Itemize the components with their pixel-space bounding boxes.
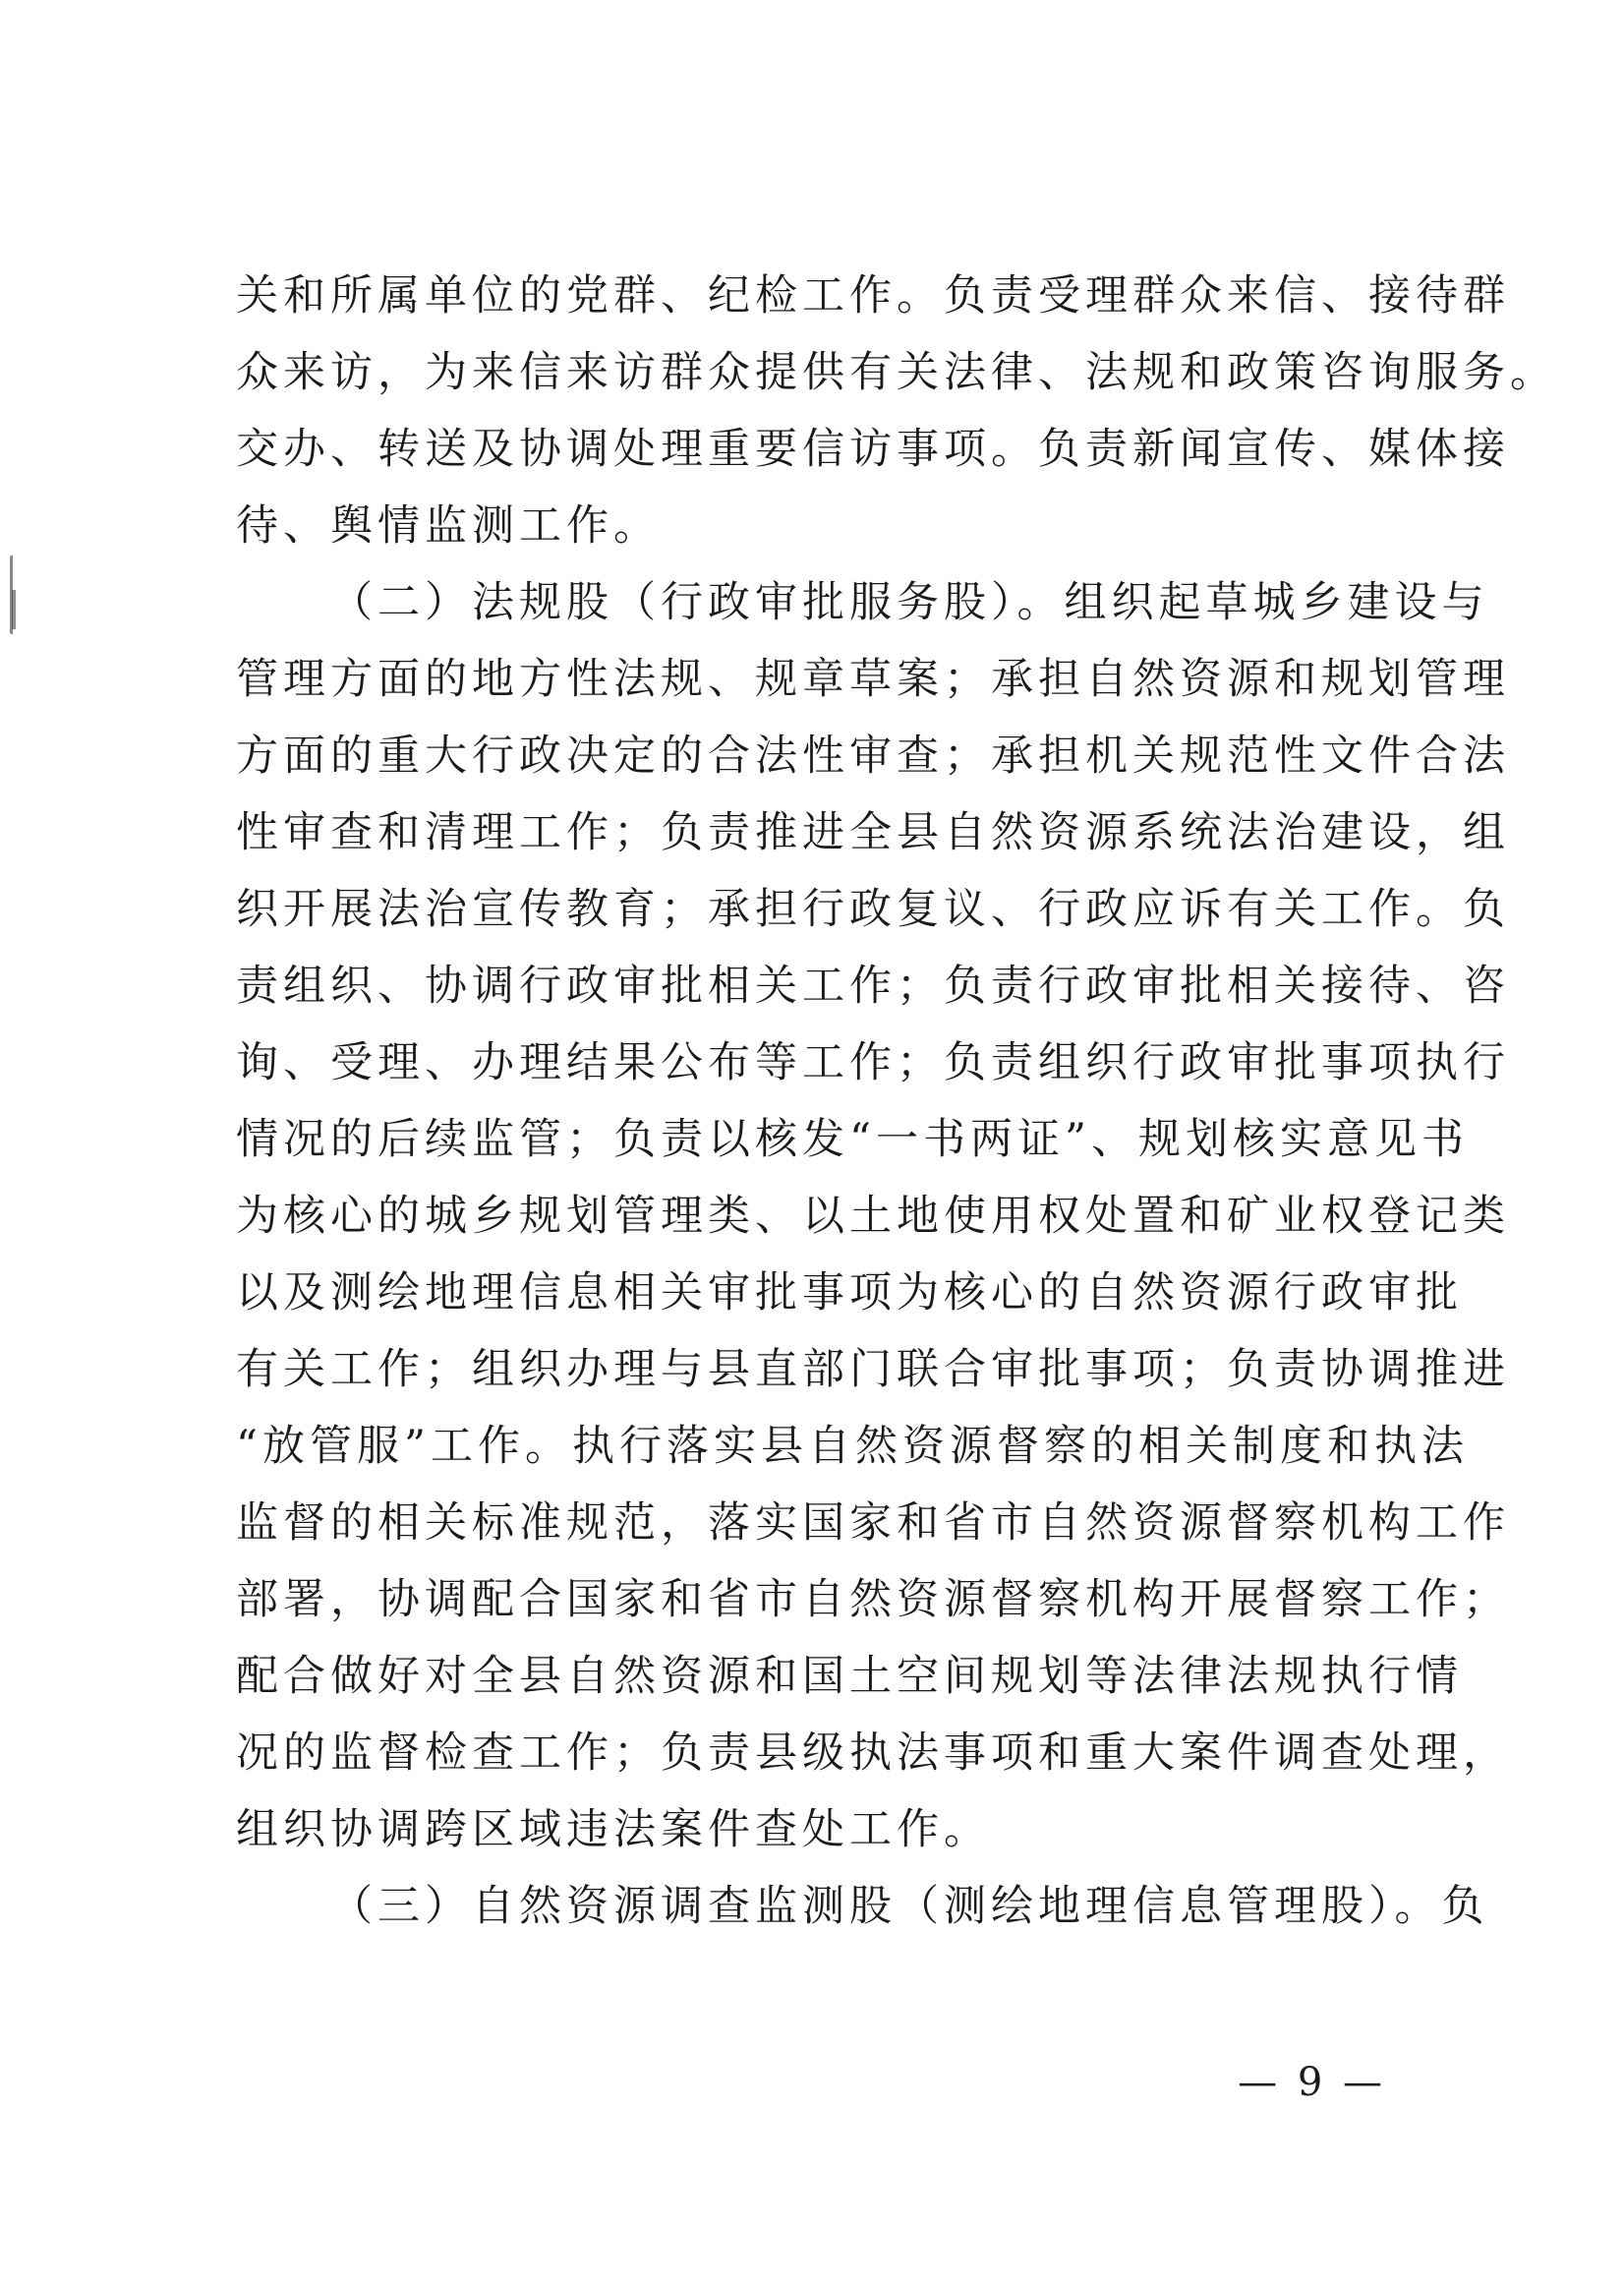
- paragraph-2-line-10: 以及测绘地理信息相关审批事项为核心的自然资源行政审批: [236, 1268, 1463, 1318]
- binding-mark-inner: [12, 590, 16, 629]
- document-body: [236, 258, 1557, 1945]
- paragraph-1-line-1: 关和所属单位的党群、纪检工作。负责受理群众来信、接待群: [236, 271, 1510, 321]
- paragraph-2-line-11: 有关工作；组织办理与县直部门联合审批事项；负责协调推进: [236, 1345, 1510, 1394]
- paragraph-2-line-2: 管理方面的地方性法规、规章草案；承担自然资源和规划管理: [236, 655, 1510, 704]
- paragraph-2-line-3: 方面的重大行政决定的合法性审查；承担机关规范性文件合法: [236, 732, 1510, 781]
- paragraph-1-line-2: 众来访，为来信来访群众提供有关法律、法规和政策咨询服务。: [236, 348, 1557, 397]
- paragraph-2-line-7: 询、受理、办理结果公布等工作；负责组织行政审批事项执行: [236, 1038, 1510, 1087]
- paragraph-3-line-1: （三）自然资源调查监测股（测绘地理信息管理股）。负: [330, 1882, 1489, 1931]
- paragraph-2-line-14: 部署，协调配合国家和省市自然资源督察机构开展督察工作；: [236, 1575, 1510, 1624]
- paragraph-2-line-6: 责组织、协调行政审批相关工作；负责行政审批相关接待、咨: [236, 962, 1510, 1011]
- page-number: — 9 —: [1238, 2060, 1386, 2105]
- paragraph-1-line-4: 待、舆情监测工作。: [236, 501, 661, 551]
- paragraph-2-line-15: 配合做好对全县自然资源和国土空间规划等法律法规执行情: [236, 1652, 1463, 1701]
- paragraph-1-line-3: 交办、转送及协调处理重要信访事项。负责新闻宣传、媒体接: [236, 425, 1510, 474]
- paragraph-2-line-4: 性审查和清理工作；负责推进全县自然资源系统法治建设，组: [236, 808, 1510, 857]
- paragraph-2-line-13: 监督的相关标准规范，落实国家和省市自然资源督察机构工作: [236, 1498, 1510, 1548]
- paragraph-2-line-16: 况的监督检查工作；负责县级执法事项和重大案件调查处理，: [236, 1728, 1510, 1778]
- paragraph-2-line-8: 情况的后续监管；负责以核发“一书两证”、规划核实意见书: [236, 1115, 1469, 1164]
- paragraph-2-line-9: 为核心的城乡规划管理类、以土地使用权处置和矿业权登记类: [236, 1192, 1510, 1241]
- paragraph-2-line-12: “放管服”工作。执行落实县自然资源督察的相关制度和执法: [236, 1422, 1469, 1471]
- paragraph-2-line-17: 组织协调跨区域违法案件查处工作。: [236, 1805, 991, 1854]
- paragraph-2-line-1: （二）法规股（行政审批服务股）。组织起草城乡建设与: [330, 578, 1489, 627]
- paragraph-2-line-5: 织开展法治宣传教育；承担行政复议、行政应诉有关工作。负: [236, 885, 1510, 934]
